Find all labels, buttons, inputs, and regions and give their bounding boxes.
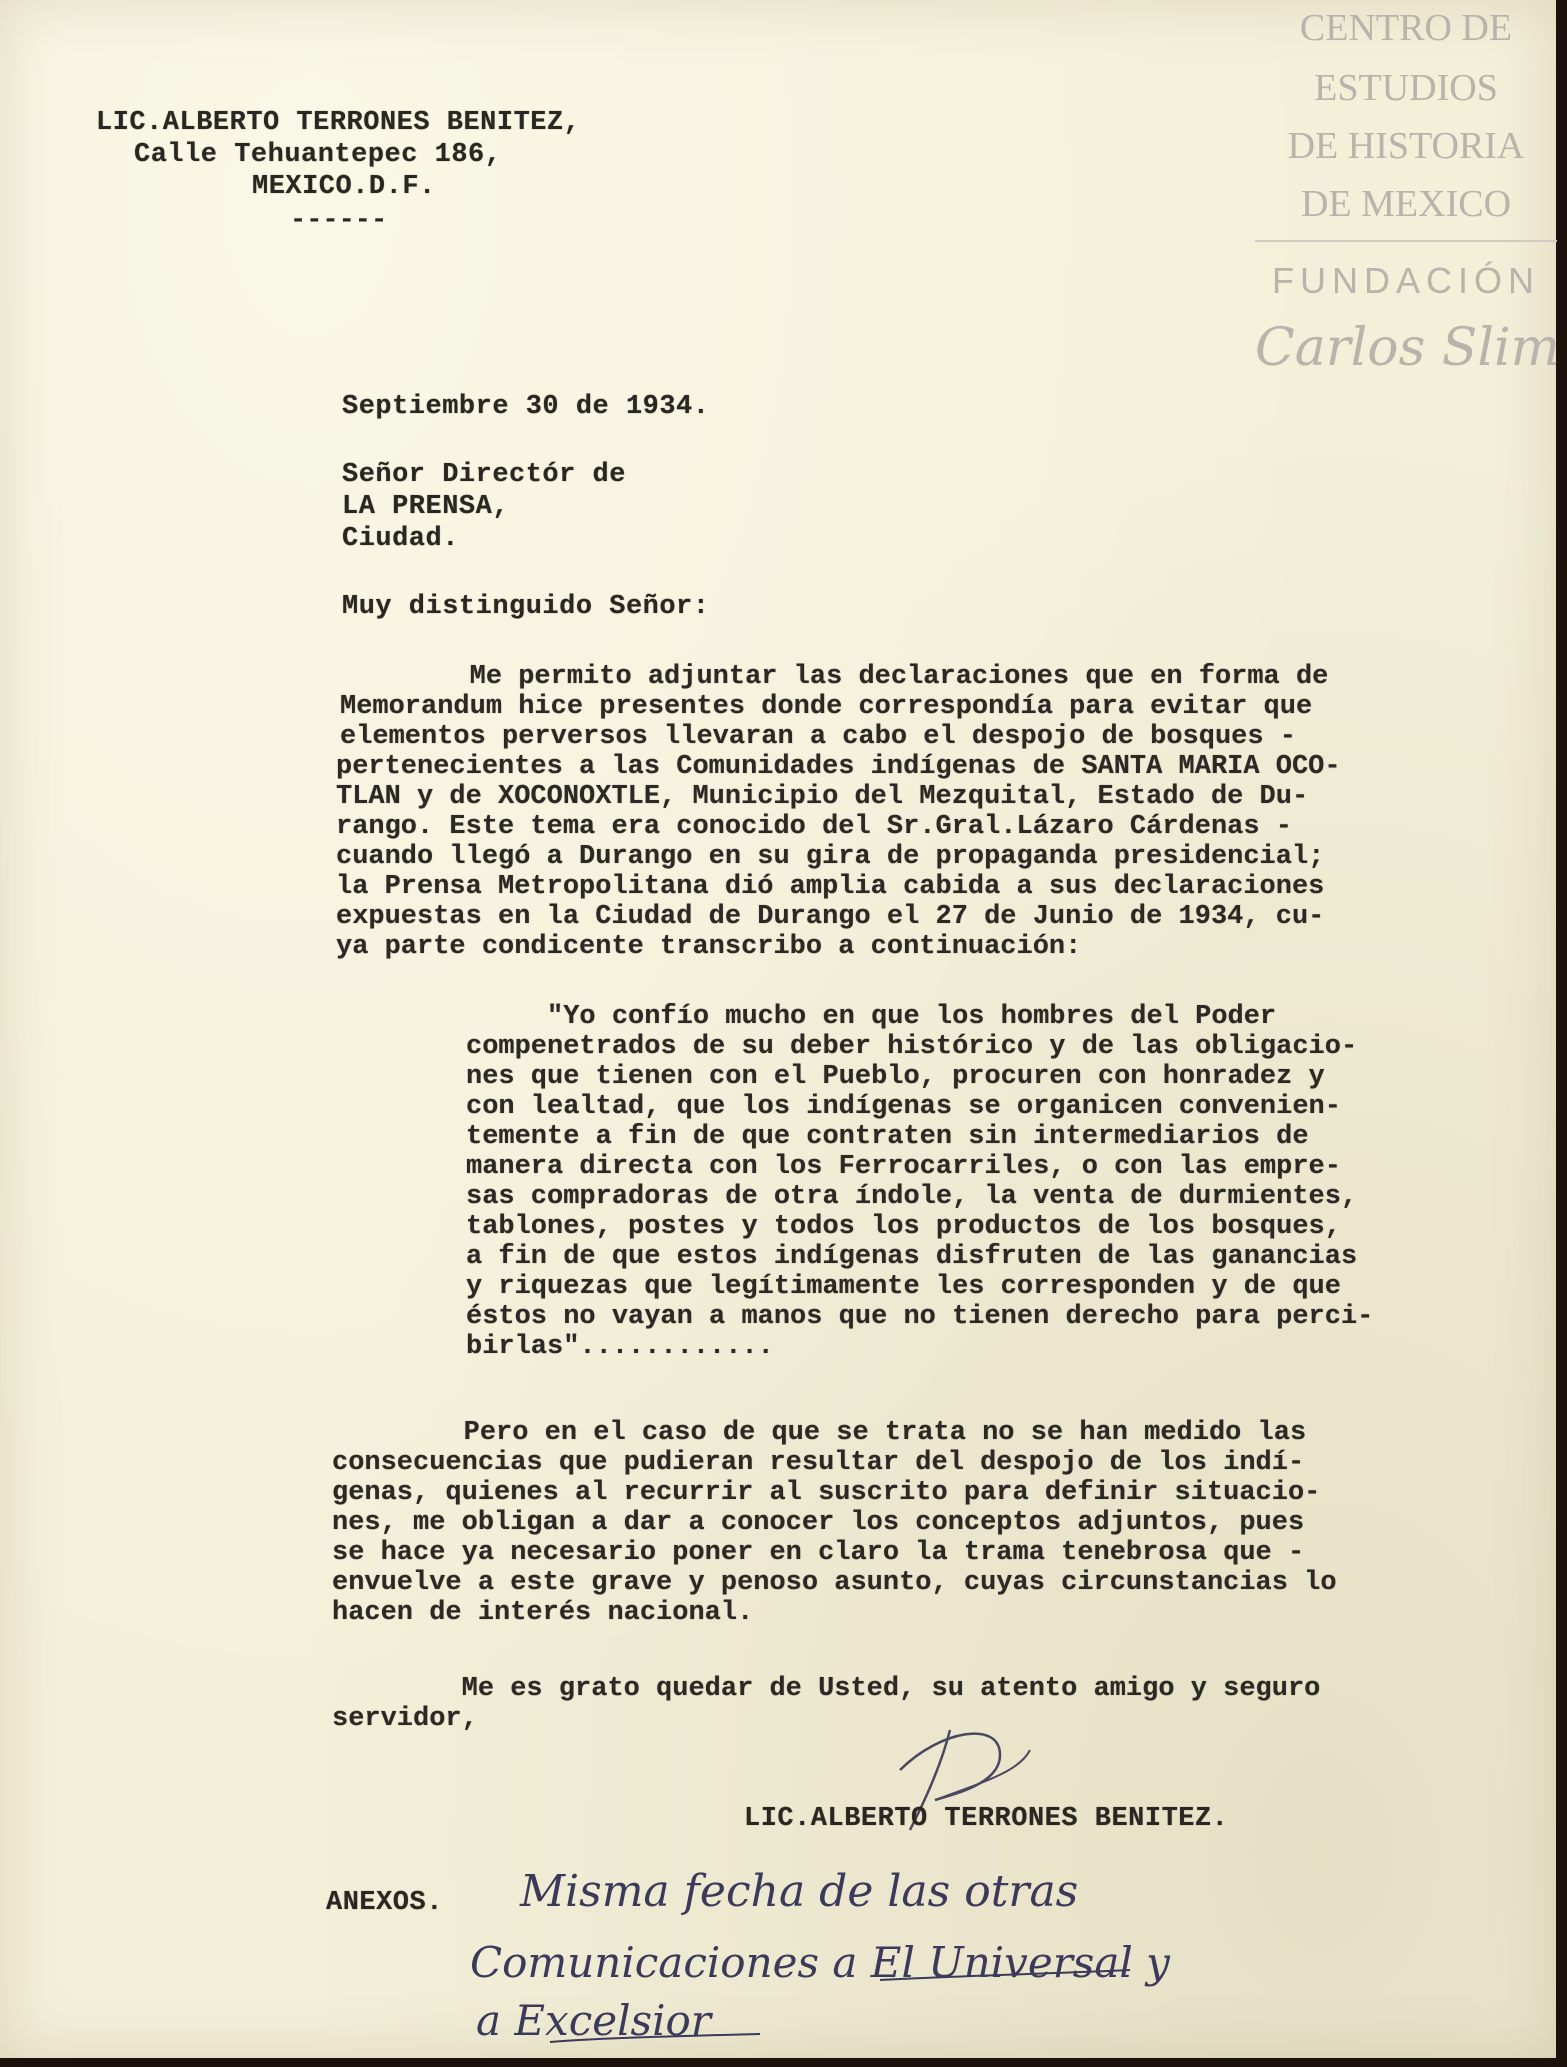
quote-line: manera directa con los Ferrocarriles, o con las empre- <box>466 1152 1341 1182</box>
quote-line: compenetrados de su deber histórico y de las obligacio- <box>466 1032 1358 1062</box>
quote-line: éstos no vayan a manos que no tienen derecho para perci- <box>466 1302 1374 1332</box>
paragraph-2-line: genas, quienes al recurrir al suscrito para definir situacio- <box>332 1478 1321 1508</box>
addressee-line-1: Señor Directór de <box>342 460 626 490</box>
quote-line: nes que tienen con el Pueblo, procuren con honradez y <box>466 1062 1325 1092</box>
quote-line: tablones, postes y todos los productos de los bosques, <box>466 1212 1341 1242</box>
closing-line: servidor, <box>332 1704 478 1734</box>
paragraph-1-line: la Prensa Metropolitana dió amplia cabida a sus declaraciones <box>336 872 1325 902</box>
handwritten-note-line-1: Misma fecha de las otras <box>520 1866 1079 1917</box>
paragraph-2-line: nes, me obligan a dar a conocer los conceptos adjuntos, pues <box>332 1508 1305 1538</box>
paragraph-1-line: elementos perversos llevaran a cabo el despojo de bosques - <box>340 722 1296 752</box>
addressee-line-2: LA PRENSA, <box>342 492 510 522</box>
paragraph-1-line: cuando llegó a Durango en su gira de propaganda presidencial; <box>336 842 1325 872</box>
paragraph-2-line: hacen de interés nacional. <box>332 1598 754 1628</box>
letterhead-street: Calle Tehuantepec 186, <box>134 140 502 170</box>
paragraph-2-line: consecuencias que pudieran resultar del despojo de los indí- <box>332 1448 1305 1478</box>
letterhead-dashes: ------ <box>290 206 388 236</box>
paragraph-1-line: rango. Este tema era conocido del Sr.Gral.Lázaro Cárdenas - <box>336 812 1292 842</box>
watermark-line-1: CENTRO DE <box>1299 7 1513 49</box>
watermark-divider <box>1255 240 1557 242</box>
paragraph-1-line: TLAN y de XOCONOXTLE, Municipio del Mezquital, Estado de Du- <box>336 782 1309 812</box>
watermark-line-3: DE HISTORIA <box>1287 125 1525 167</box>
paragraph-2-line: se hace ya necesario poner en claro la trama tenebrosa que - <box>332 1538 1305 1568</box>
watermark-signature-logo: Carlos Slim <box>1255 318 1560 378</box>
watermark-line-4: DE MEXICO <box>1300 183 1512 225</box>
quote-line: con lealtad, que los indígenas se organicen convenien- <box>466 1092 1341 1122</box>
paragraph-1-line: expuestas en la Ciudad de Durango el 27 de Junio de 1934, cu- <box>336 902 1325 932</box>
salutation: Muy distinguido Señor: <box>342 592 710 622</box>
quote-line: "Yo confío mucho en que los hombres del Poder <box>466 1002 1277 1032</box>
handwritten-note-line-2: Comunicaciones a El Universal y <box>470 1938 1170 1987</box>
handwritten-note-line-3: a Excelsior <box>476 1996 711 2045</box>
quote-line: temente a fin de que contraten sin intermediarios de <box>466 1122 1309 1152</box>
letter-date: Septiembre 30 de 1934. <box>342 392 710 422</box>
paragraph-1-line: Me permito adjuntar las declaraciones que en forma de <box>340 662 1329 692</box>
letterhead-name: LIC.ALBERTO TERRONES BENITEZ, <box>96 108 581 138</box>
watermark-foundation: FUNDACIÓN <box>1272 260 1540 301</box>
handwritten-underline <box>540 1940 1240 2060</box>
closing-line: Me es grato quedar de Usted, su atento amigo y seguro <box>332 1674 1321 1704</box>
paragraph-1-line: ya parte condicente transcribo a continuación: <box>336 932 1082 962</box>
addressee-line-3: Ciudad. <box>342 524 459 554</box>
paragraph-2-line: Pero en el caso de que se trata no se han medido las <box>334 1418 1307 1448</box>
quote-line: sas compradoras de otra índole, la venta de durmientes, <box>466 1182 1358 1212</box>
quote-line: y riquezas que legítimamente les corresponden y de que <box>466 1272 1341 1302</box>
paragraph-1-line: Memorandum hice presentes donde correspondía para evitar que <box>340 692 1313 722</box>
paragraph-1-line: pertenecientes a las Comunidades indígenas de SANTA MARIA OCO- <box>336 752 1341 782</box>
quote-line: a fin de que estos indígenas disfruten de las ganancias <box>466 1242 1358 1272</box>
letterhead-city: MEXICO.D.F. <box>252 172 436 202</box>
annex-label: ANEXOS. <box>326 1888 443 1918</box>
quote-line: birlas"............ <box>466 1332 774 1362</box>
signature-name: LIC.ALBERTO TERRONES BENITEZ. <box>744 1804 1229 1834</box>
watermark-line-2: ESTUDIOS <box>1314 67 1498 109</box>
paragraph-2-line: envuelve a este grave y penoso asunto, cuyas circunstancias lo <box>332 1568 1337 1598</box>
